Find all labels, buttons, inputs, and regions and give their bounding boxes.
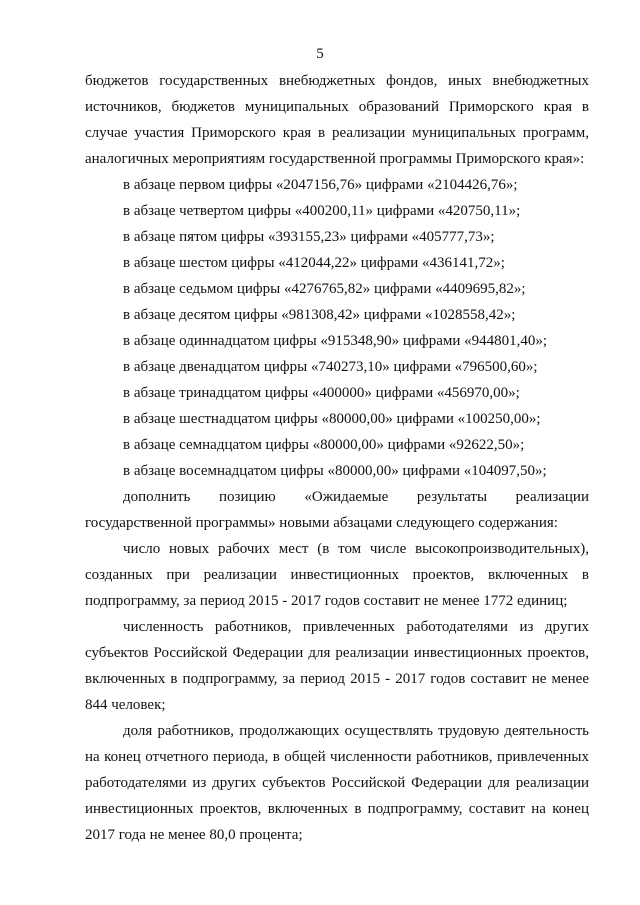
new-jobs-paragraph: число новых рабочих мест (в том числе высокопроизводительных), созданных при реализации инвестиционных проектов, включенных в подпрограмму, за период 2015 - 2017 годов составит не менее 1772 единиц; xyxy=(85,541,589,609)
amendment-item: в абзаце пятом цифры «393155,23» цифрами «405777,73»; xyxy=(123,229,495,245)
amendment-item: в абзаце тринадцатом цифры «400000» цифрами «456970,00»; xyxy=(123,385,520,401)
workers-count-paragraph: численность работников, привлеченных работодателями из других субъектов Российской Федерации для реализации инвестиционных проектов, включенных в подпрограмму, за период 2015 - 2017 годов составит не менее 844 человек; xyxy=(85,619,589,713)
amendment-item: в абзаце одиннадцатом цифры «915348,90» цифрами «944801,40»; xyxy=(123,333,548,349)
supplement-paragraph: дополнить позицию «Ожидаемые результаты реализации государственной программы» новыми абзацами следующего содержания: xyxy=(85,489,589,531)
page-number: 5 xyxy=(316,46,324,62)
document-body xyxy=(85,68,589,848)
amendment-item: в абзаце двенадцатом цифры «740273,10» цифрами «796500,60»; xyxy=(123,359,538,375)
amendment-item: в абзаце первом цифры «2047156,76» цифрами «2104426,76»; xyxy=(123,177,518,193)
amendment-item: в абзаце шестом цифры «412044,22» цифрами «436141,72»; xyxy=(123,255,505,271)
intro-paragraph: бюджетов государственных внебюджетных фондов, иных внебюджетных источников, бюджетов муниципальных образований Приморского края в случае участия Приморского края в реализации муниципальных программ, аналогичных мероприятиям государственной программы Приморского края»: xyxy=(85,73,589,167)
amendment-item: в абзаце семнадцатом цифры «80000,00» цифрами «92622,50»; xyxy=(123,437,525,453)
amendment-item: в абзаце четвертом цифры «400200,11» цифрами «420750,11»; xyxy=(123,203,521,219)
workers-share-paragraph: доля работников, продолжающих осуществлять трудовую деятельность на конец отчетного периода, в общей численности работников, привлеченных работодателями из других субъектов Российской Федерации для реализации инвестиционных проектов, включенных в подпрограмму, составит на конец 2017 года не менее 80,0 процента; xyxy=(85,723,589,843)
amendment-item: в абзаце десятом цифры «981308,42» цифрами «1028558,42»; xyxy=(123,307,516,323)
amendment-item: в абзаце седьмом цифры «4276765,82» цифрами «4409695,82»; xyxy=(123,281,526,297)
amendment-item: в абзаце восемнадцатом цифры «80000,00» цифрами «104097,50»; xyxy=(123,463,547,479)
amendment-item: в абзаце шестнадцатом цифры «80000,00» цифрами «100250,00»; xyxy=(123,411,541,427)
amendment-list xyxy=(85,172,589,484)
